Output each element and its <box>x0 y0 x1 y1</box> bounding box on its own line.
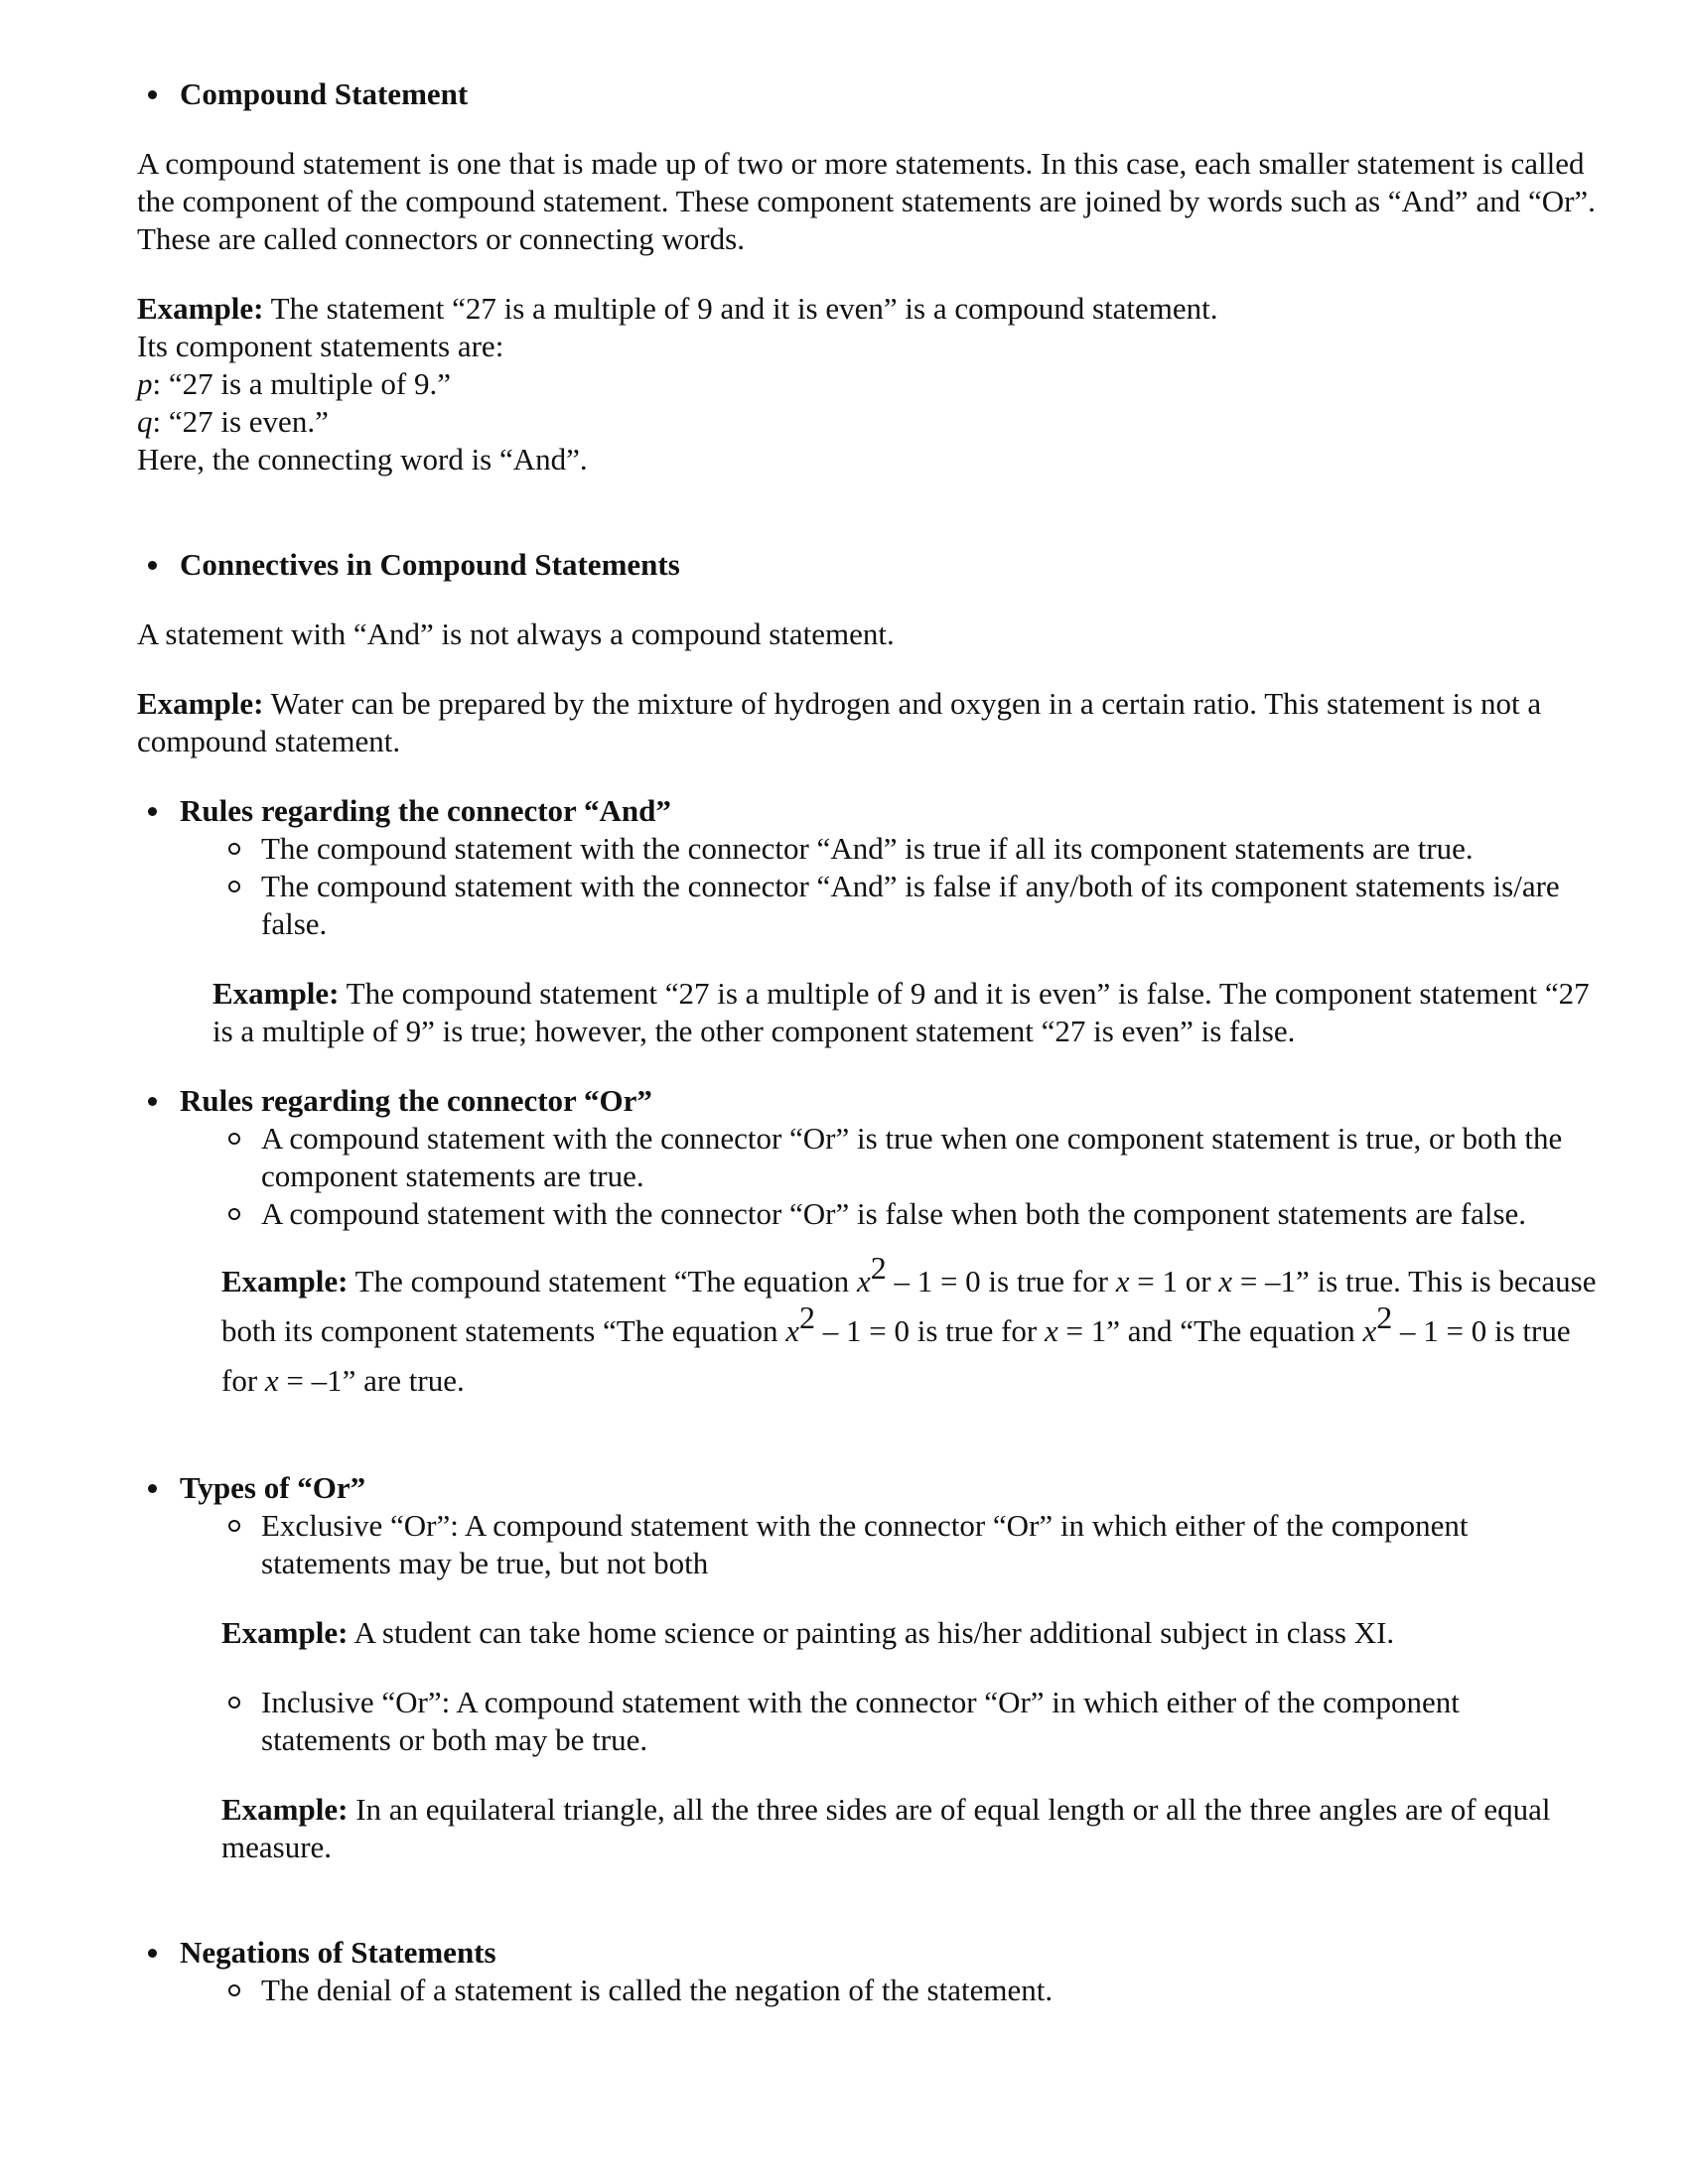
example-and <box>137 975 1597 1050</box>
example-label: Example: <box>221 1615 349 1650</box>
connecting-word-line: Here, the connecting word is “And”. <box>137 442 588 477</box>
example-water <box>137 685 1597 760</box>
rule-and-1: The compound statement with the connector “And” is true if all its component statements are true. <box>137 830 1597 868</box>
connectives-paragraph: A statement with “And” is not always a compound statement. <box>137 616 895 651</box>
example-exclusive-or <box>137 1614 1597 1652</box>
eq-text-d: = –1” is true. This is because both its component statements “The equation <box>221 1264 1597 1348</box>
example-inclusive-or <box>137 1791 1597 1866</box>
var-p: p <box>137 366 153 401</box>
example-text: The compound statement “27 is a multiple of 9 and it is even” is false. The component statement “27 is a multiple of 9” is true; however, the other component statement “27 is even” is false. <box>212 976 1590 1048</box>
eq-text-c: = 1 or <box>1129 1264 1219 1298</box>
inclusive-or-item: Inclusive “Or”: A compound statement with the connector “Or” in which either of the component statements or both may be true. <box>137 1684 1597 1759</box>
heading-rules-and: Rules regarding the connector “And” <box>137 792 1597 830</box>
compound-statement-paragraph: A compound statement is one that is made up of two or more statements. In this case, each smaller statement is called the component of the compound statement. These component statements are joined by words such as “And” and “Or”. These are called connectors or connecting words. <box>137 146 1596 256</box>
eq-text-a: The compound statement “The equation <box>348 1264 857 1298</box>
eq-text-e: – 1 = 0 is true for <box>814 1313 1045 1348</box>
heading-rules-or: Rules regarding the connector “Or” <box>137 1082 1597 1120</box>
example-label: Example: <box>137 686 264 721</box>
exponent-2: 2 <box>1376 1298 1393 1335</box>
rule-or-1: A compound statement with the connector “Or” is true when one component statement is true, or both the component statements are true. <box>137 1120 1597 1195</box>
heading-connectives: Connectives in Compound Statements <box>137 546 1597 584</box>
exponent-2: 2 <box>798 1298 815 1335</box>
exclusive-or-item: Exclusive “Or”: A compound statement with the connector “Or” in which either of the component statements may be true, but not both <box>137 1507 1597 1582</box>
eq-text-f: = 1” and “The equation <box>1057 1313 1363 1348</box>
eq-text-h: = –1” are true. <box>278 1363 465 1398</box>
var-x: x <box>856 1264 871 1298</box>
var-x: x <box>264 1363 279 1398</box>
heading-compound-statement: Compound Statement <box>137 75 1597 113</box>
var-x: x <box>1044 1313 1058 1348</box>
example-text: A student can take home science or painting as his/her additional subject in class XI. <box>348 1615 1395 1650</box>
component-p <box>137 365 1597 403</box>
component-q-text: : “27 is even.” <box>152 404 329 439</box>
var-q: q <box>137 404 153 439</box>
eq-text-g: – 1 = 0 is true for <box>221 1313 1571 1398</box>
example-text: The statement “27 is a multiple of 9 and it is even” is a compound statement. <box>263 291 1218 326</box>
var-x: x <box>785 1313 799 1348</box>
var-x: x <box>1218 1264 1233 1298</box>
var-x: x <box>1115 1264 1130 1298</box>
rule-or-2: A compound statement with the connector “Or” is false when both the component statements are false. <box>137 1195 1597 1233</box>
rule-and-2: The compound statement with the connector “And” is false if any/both of its component statements is/are false. <box>137 868 1597 943</box>
component-p-text: : “27 is a multiple of 9.” <box>152 366 451 401</box>
var-x: x <box>1362 1313 1377 1348</box>
example-label: Example: <box>221 1264 349 1298</box>
example-compound-statement <box>137 290 1597 328</box>
eq-text-b: – 1 = 0 is true for <box>886 1264 1116 1298</box>
example-or-equation <box>137 1249 1597 1406</box>
exponent-2: 2 <box>870 1249 887 1286</box>
example-label: Example: <box>137 291 264 326</box>
heading-types-of-or: Types of “Or” <box>137 1469 1597 1507</box>
example-text: Water can be prepared by the mixture of hydrogen and oxygen in a certain ratio. This statement is not a compound statement. <box>137 686 1542 758</box>
heading-negations: Negations of Statements <box>137 1934 1597 1972</box>
example-label: Example: <box>221 1792 349 1827</box>
document-page <box>137 75 1597 2009</box>
component-q <box>137 403 1597 441</box>
component-statements-line: Its component statements are: <box>137 329 504 363</box>
example-text: In an equilateral triangle, all the three sides are of equal length or all the three angles are of equal measure. <box>221 1792 1551 1864</box>
example-label: Example: <box>212 976 340 1011</box>
negation-item: The denial of a statement is called the negation of the statement. <box>137 1972 1597 2009</box>
